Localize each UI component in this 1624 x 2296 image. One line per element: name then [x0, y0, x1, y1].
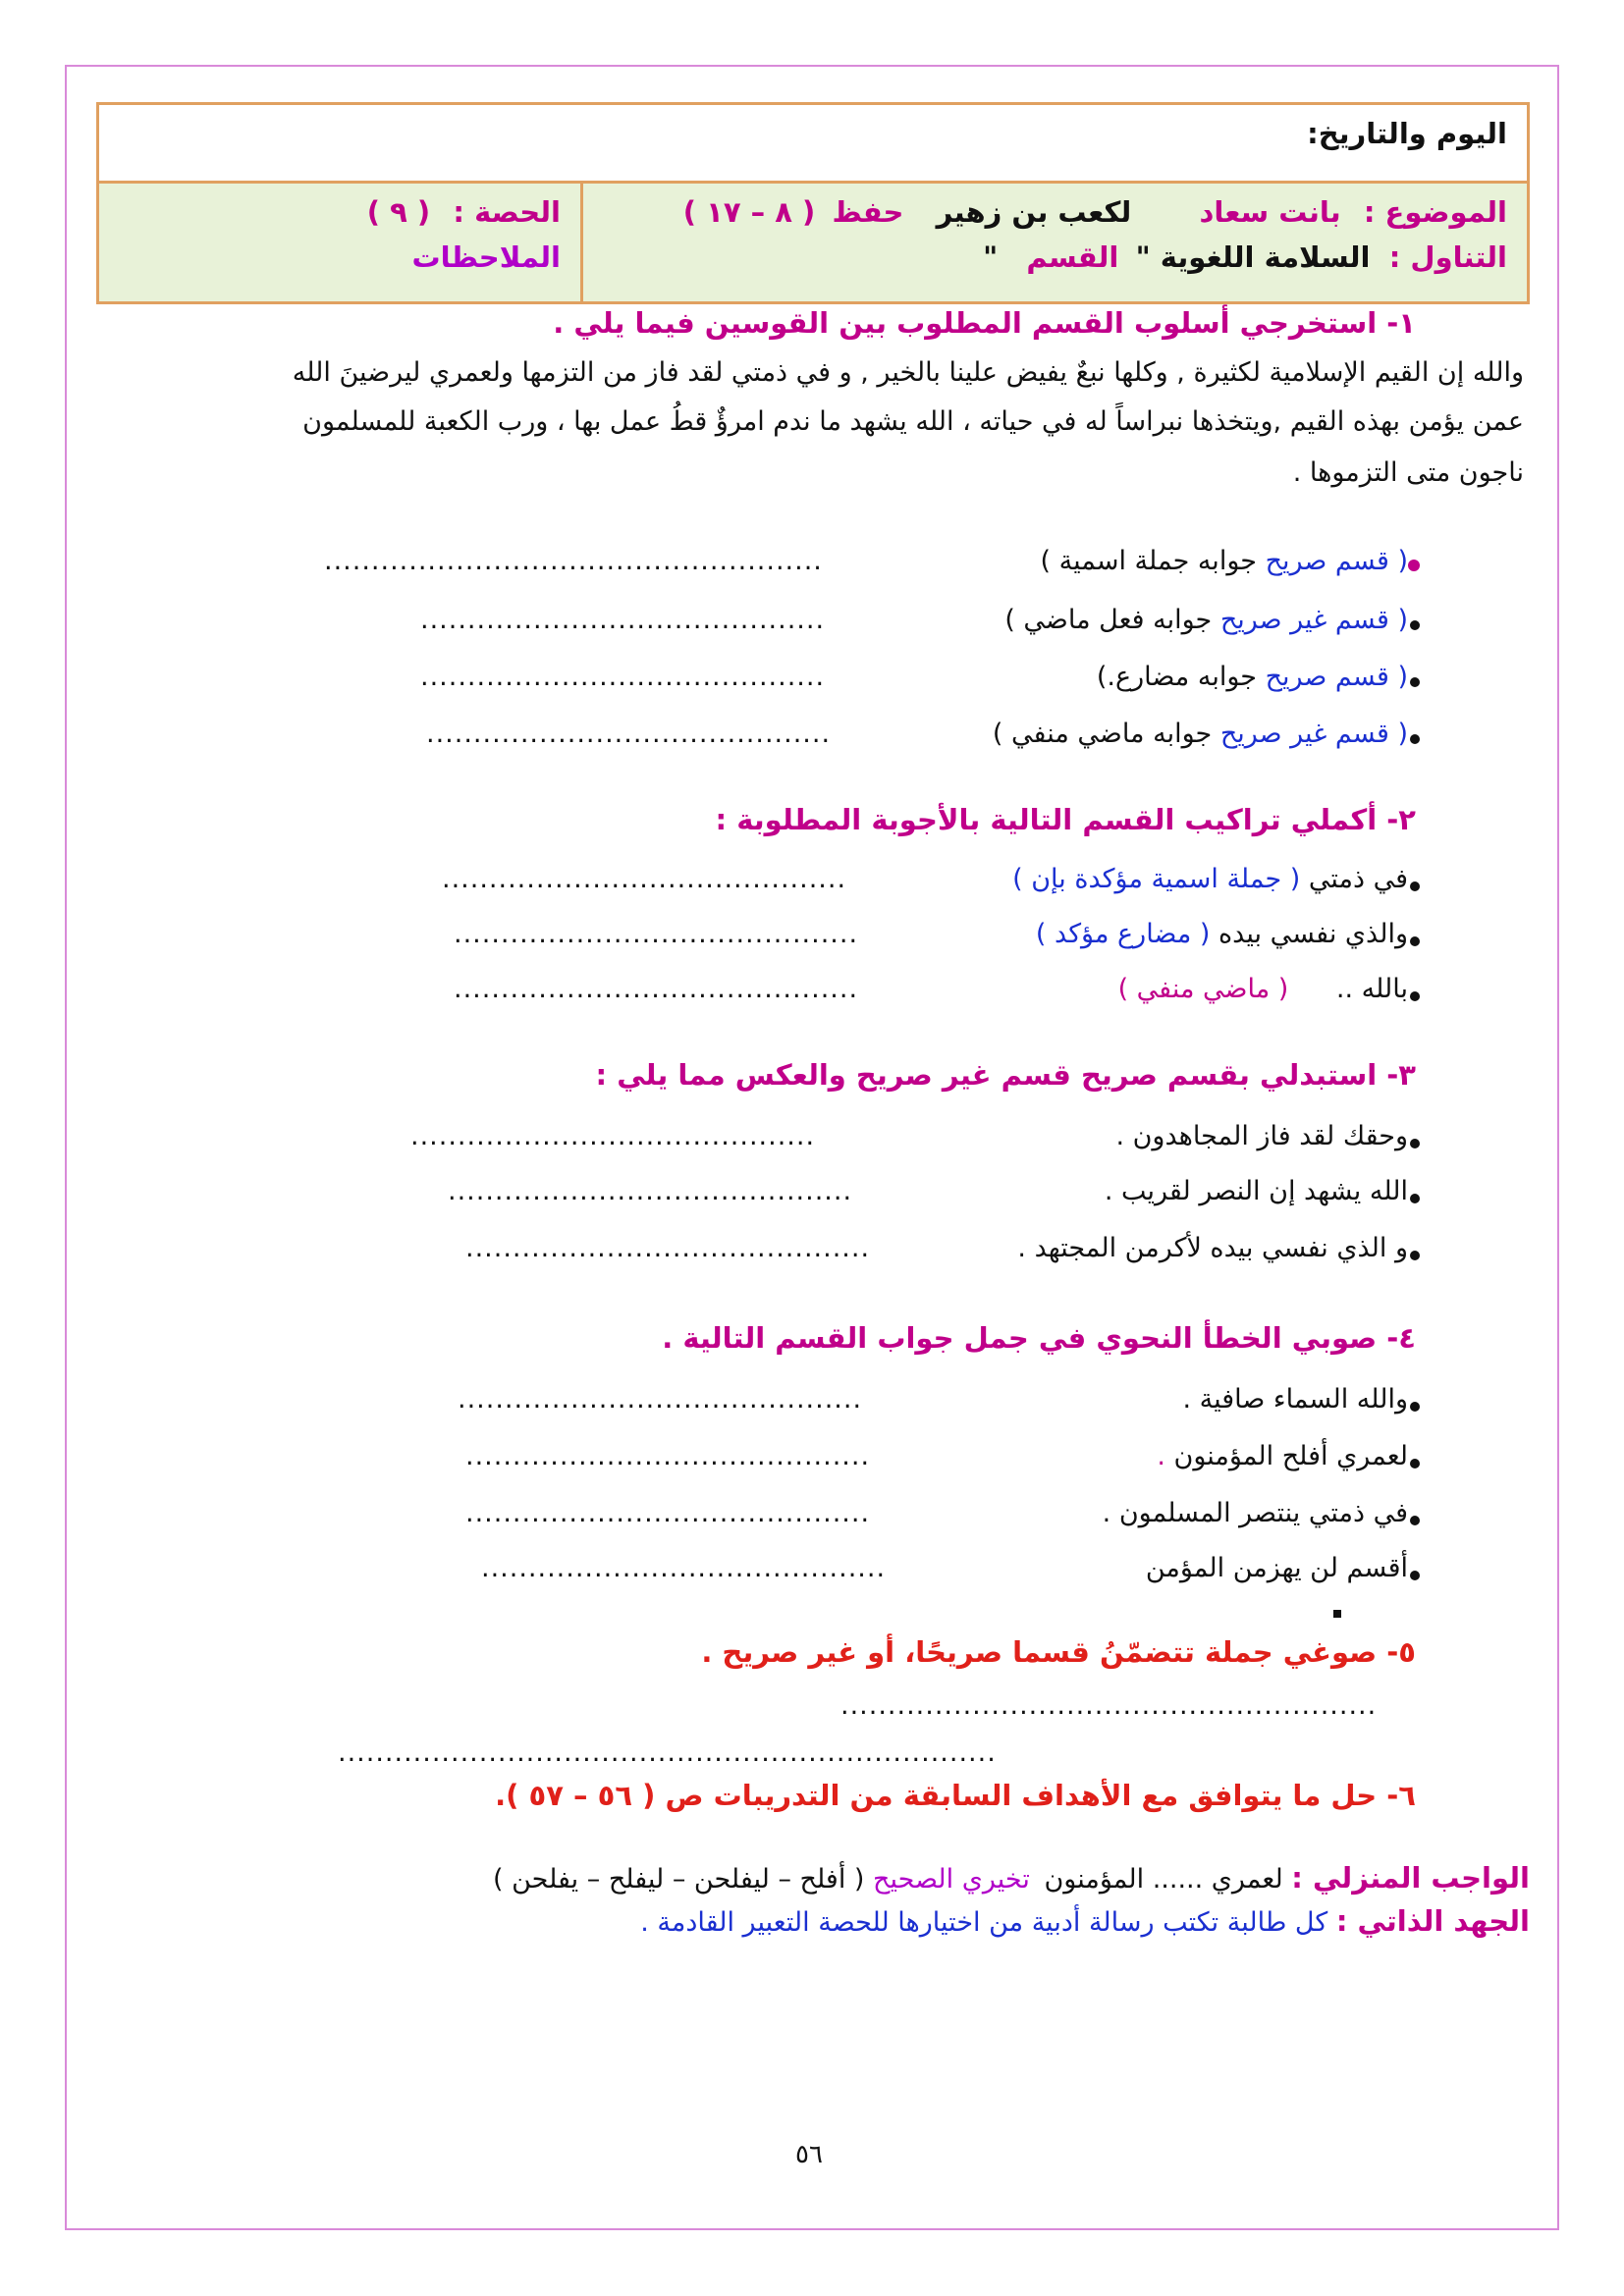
q4-item-2-answer-line[interactable]: ...........................................: [465, 1441, 871, 1471]
q4-item-2-mark: .: [1157, 1441, 1165, 1471]
q1-paragraph-line-3: ناجون متى التزموها .: [1292, 457, 1524, 488]
memorize-range: ( ٨ – ١٧ ): [682, 195, 816, 229]
q1-title: ١- استخرجي أسلوب القسم المطلوب بين القوسين فيما يلي .: [553, 306, 1416, 340]
q1-item-1-rest: جوابه جملة اسمية ): [1040, 546, 1266, 576]
period-value: ( ٩ ): [366, 195, 431, 229]
q4-item-4-answer-line[interactable]: ...........................................: [481, 1553, 887, 1583]
q2-item-2-answer-line[interactable]: ...........................................: [454, 919, 859, 949]
subject-value: بانت سعاد: [1199, 195, 1341, 229]
bullet-dot: [1410, 734, 1420, 744]
period-line: [367, 195, 561, 229]
bullet-dot: [1410, 1139, 1420, 1148]
q1-item-1-kind: قسم صريح: [1265, 546, 1389, 576]
q1-item-2-open: (: [1388, 605, 1408, 635]
bullet-dot: [1410, 1251, 1420, 1260]
topic-highlight: القسم: [1026, 240, 1119, 274]
bullet-dot: [1410, 881, 1420, 891]
topic-label: التناول :: [1388, 240, 1507, 274]
period-label: الحصة :: [453, 195, 561, 229]
q1-item-1: [1040, 546, 1408, 576]
q4-item-3-text: في ذمتي ينتصر المسلمون .: [1102, 1498, 1408, 1528]
q6-title: ٦- حل ما يتوافق مع الأهداف السابقة من التدريبات ص ( ٥٦ – ٥٧ ).: [495, 1779, 1416, 1812]
poet-name: لكعب بن زهير: [936, 195, 1132, 229]
q2-item-2-hint: ( مضارع مؤكد ): [1035, 919, 1211, 949]
q1-item-3-kind: قسم صريح: [1265, 662, 1389, 692]
info-row: [99, 184, 1527, 301]
date-label: اليوم والتاريخ:: [1307, 117, 1507, 150]
q1-item-2-kind: قسم غير صريح: [1219, 605, 1389, 635]
q3-item-1-answer-line[interactable]: ...........................................: [410, 1121, 816, 1151]
q4-item-2: [1157, 1441, 1408, 1471]
q5-answer-line-1[interactable]: .........................................................: [840, 1690, 1378, 1721]
q1-item-4-rest: جوابه ماضي منفي ): [992, 719, 1220, 749]
q3-item-3-text: و الذي نفسي بيده لأكرمن المجتهد .: [1017, 1233, 1408, 1263]
q2-item-3-hint: ( ماضي منفي ): [1117, 974, 1289, 1004]
subject-label: الموضوع :: [1363, 195, 1507, 229]
homework-label: الواجب المنزلي :: [1291, 1861, 1530, 1895]
bullet-dot: [1410, 620, 1420, 630]
q1-item-3-open: (: [1388, 662, 1408, 692]
square-bullet: [1333, 1610, 1341, 1618]
subject-line: [683, 195, 1507, 229]
bullet-dot: [1410, 1402, 1420, 1412]
q2-item-2-prefix: والذي نفسي بيده: [1210, 919, 1408, 949]
bullet-dot: [1410, 1571, 1420, 1580]
bullet-dot: [1410, 936, 1420, 946]
bullet-dot: [1410, 677, 1420, 687]
bullet-dot: [1410, 1194, 1420, 1203]
q4-item-1-answer-line[interactable]: ...........................................: [458, 1384, 863, 1415]
bullet-dot: [1410, 1516, 1420, 1525]
q5-title: ٥- صوغي جملة تتضمّنُ قسما صريحًا، أو غير صريح .: [701, 1635, 1416, 1669]
q2-title: ٢- أكملي تراكيب القسم التالية بالأجوبة المطلوبة :: [715, 803, 1416, 836]
q1-item-4-open: (: [1388, 719, 1408, 749]
q1-item-4-answer-line[interactable]: ...........................................: [426, 719, 832, 749]
bullet-dot: [1410, 991, 1420, 1001]
q2-item-2: [1036, 919, 1408, 949]
self-effort-text: كل طالبة تكتب رسالة أدبية من اختيارها للحصة التعبير القادمة .: [640, 1907, 1336, 1938]
homework-choose: تخيري الصحيح: [873, 1864, 1030, 1895]
homework-options: ( أفلح – ليفلحن – ليفلح – يفلحن ): [492, 1864, 874, 1895]
q1-item-4-kind: قسم غير صريح: [1219, 719, 1389, 749]
q2-item-1-hint: ( جملة اسمية مؤكدة بإن ): [1012, 864, 1301, 894]
bullet-dot: [1410, 1459, 1420, 1468]
q1-item-1-answer-line[interactable]: .....................................................: [324, 546, 823, 576]
page-number: ٥٦: [795, 2140, 823, 2169]
self-effort-line: [640, 1904, 1530, 1938]
q4-title: ٤- صوبي الخطأ النحوي في جمل جواب القسم التالية .: [662, 1321, 1416, 1355]
q2-item-1: [1012, 864, 1408, 894]
q4-item-4-text: أقسم لن يهزمن المؤمن: [1145, 1553, 1408, 1583]
header-divider: [580, 184, 583, 301]
q2-item-1-prefix: في ذمتي: [1300, 864, 1408, 894]
notes-label: الملاحظات: [411, 240, 561, 274]
topic-line: [983, 240, 1507, 274]
header-table: [96, 102, 1530, 304]
q1-item-3: [1097, 662, 1408, 692]
q1-item-1-open: (: [1388, 546, 1408, 576]
q2-item-1-answer-line[interactable]: ...........................................: [442, 864, 847, 894]
q4-item-3-answer-line[interactable]: ...........................................: [465, 1498, 871, 1528]
q1-paragraph-line-2: عمن يؤمن بهذه القيم ,ويتخذها نبراساً له في حياته ، الله يشهد ما ندم امرؤٌ قطُ عمل بها ، ورب الكعبة للمسلمون: [302, 406, 1524, 437]
topic-close: ": [983, 240, 999, 274]
q1-paragraph-line-1: والله إن القيم الإسلامية لكثيرة , وكلها نبعٌ يفيض علينا بالخير , و في ذمتي لقد فاز من التزمها ولعمري ليرضينَ الله: [292, 357, 1524, 388]
q3-item-3-answer-line[interactable]: ...........................................: [465, 1233, 871, 1263]
self-effort-label: الجهد الذاتي :: [1335, 1904, 1530, 1938]
q1-item-2-rest: جوابه فعل ماضي ): [1004, 605, 1220, 635]
q5-answer-line-2[interactable]: ......................................................................: [338, 1737, 997, 1768]
memorize-label: حفظ: [832, 195, 904, 229]
q3-item-1-text: وحقك لقد فاز المجاهدون .: [1115, 1121, 1408, 1151]
q1-item-2-answer-line[interactable]: ...........................................: [420, 605, 826, 635]
q3-item-2-text: الله يشهد إن النصر لقريب .: [1104, 1176, 1408, 1206]
q1-item-2: [1004, 605, 1408, 635]
topic-value: السلامة اللغوية ": [1135, 240, 1371, 274]
q1-item-3-rest: جوابه مضارع.): [1096, 662, 1266, 692]
q4-item-1-text: والله السماء صافية .: [1182, 1384, 1408, 1415]
date-row: [99, 105, 1527, 184]
q3-item-2-answer-line[interactable]: ...........................................: [448, 1176, 853, 1206]
q2-item-3: [1118, 974, 1408, 1004]
q1-item-4: [993, 719, 1408, 749]
q3-title: ٣- استبدلي بقسم صريح قسم غير صريح والعكس مما يلي :: [595, 1058, 1416, 1092]
bullet-dot: [1408, 560, 1420, 571]
q2-item-3-answer-line[interactable]: ...........................................: [454, 974, 859, 1004]
homework-line: [493, 1861, 1530, 1895]
q4-item-2-text: لعمري أفلح المؤمنون: [1164, 1441, 1408, 1471]
q2-item-3-prefix: بالله ..: [1327, 974, 1408, 1004]
q1-item-3-answer-line[interactable]: ...........................................: [420, 662, 826, 692]
homework-text: لعمري ...... المؤمنون: [1035, 1864, 1292, 1895]
